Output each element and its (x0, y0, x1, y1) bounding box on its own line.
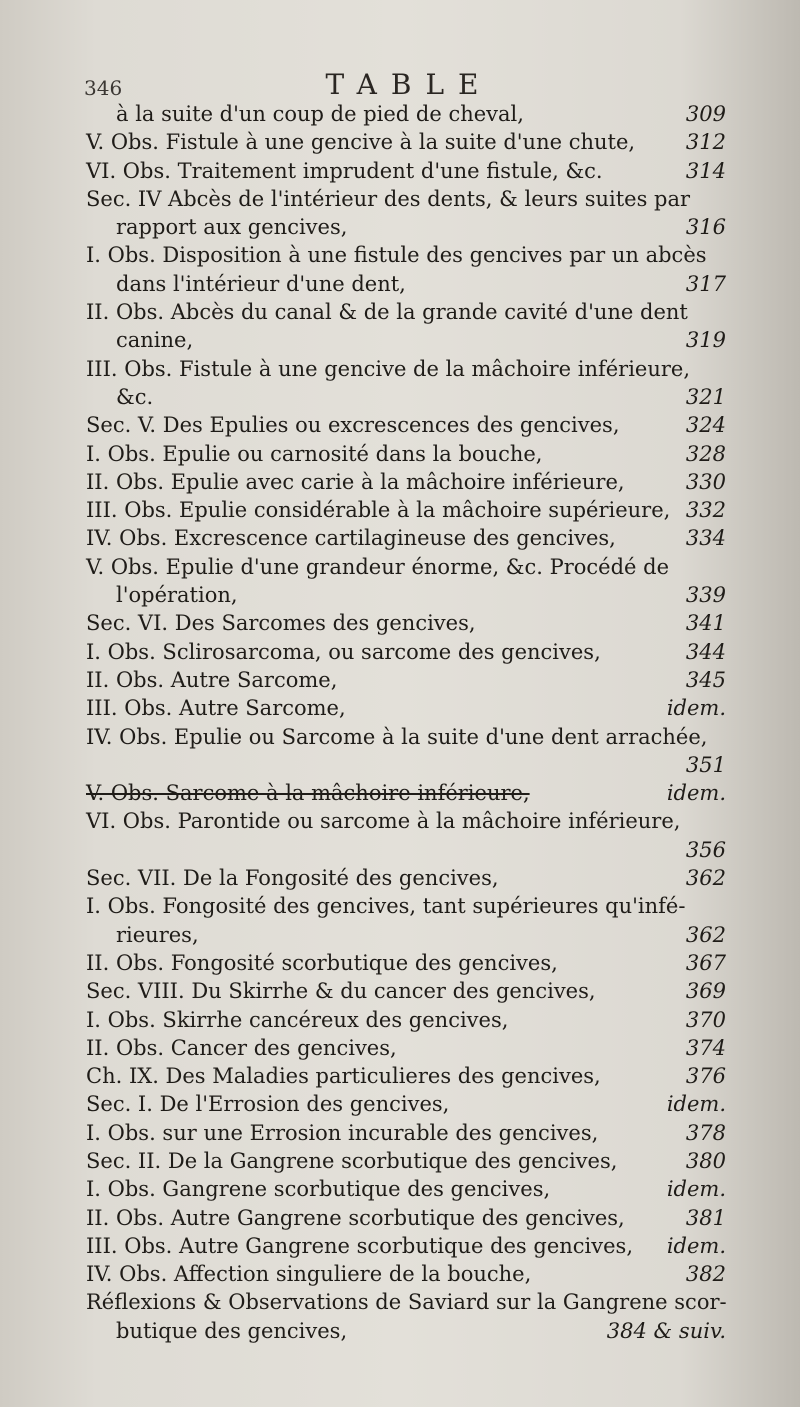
toc-entry (86, 666, 726, 694)
toc-entry-page: 339 (685, 583, 726, 608)
toc-entry-page: 309 (685, 102, 726, 126)
toc-entry-text: dans l'intérieur d'une dent, (116, 271, 406, 296)
toc-entry-page: 356 (685, 837, 726, 862)
toc-entry (86, 298, 726, 326)
toc-entry (86, 977, 726, 1005)
toc-entry-text: III. Obs. Fistule à une gencive de la mâchoire inférieure, (86, 356, 691, 381)
toc-entry-page: 376 (685, 1064, 726, 1089)
toc-entry-page: idem. (666, 1233, 726, 1258)
toc-entry-page: 341 (685, 611, 726, 636)
toc-entry (86, 751, 726, 779)
toc-entry-text: I. Obs. Fongosité des gencives, tant supérieures qu'infé- (86, 894, 686, 919)
toc-entry (86, 496, 726, 524)
table-of-contents (86, 100, 726, 1345)
page-number: 346 (84, 76, 123, 100)
toc-entry-text: à la suite d'un coup de pied de cheval, (116, 102, 524, 126)
toc-entry (86, 1062, 726, 1090)
toc-entry-text: III. Obs. Epulie considérable à la mâchoire supérieure, (86, 498, 671, 523)
page-header (84, 68, 734, 104)
toc-entry-text (86, 836, 93, 864)
toc-entry-text: VI. Obs. Parontide ou sarcome à la mâchoire inférieure, (86, 809, 681, 834)
toc-entry-text: Sec. V. Des Epulies ou excrescences des gencives, (86, 413, 620, 438)
toc-entry-text: IV. Obs. Excrescence cartilagineuse des gencives, (86, 526, 616, 551)
toc-entry (86, 270, 726, 298)
toc-entry-text: III. Obs. Autre Sarcome, (86, 696, 346, 721)
toc-entry-page: 314 (685, 158, 726, 183)
toc-entry (86, 779, 726, 807)
toc-entry (86, 921, 726, 949)
toc-entry-text: I. Obs. Gangrene scorbutique des gencives, (86, 1177, 551, 1202)
toc-entry (86, 100, 726, 128)
toc-entry (86, 1317, 726, 1345)
toc-entry (86, 128, 726, 156)
toc-entry-page: idem. (666, 1092, 726, 1117)
toc-entry-text: I. Obs. Skirrhe cancéreux des gencives, (86, 1007, 509, 1032)
toc-entry-text: V. Obs. Fistule à une gencive à la suite d'une chute, (86, 130, 636, 155)
toc-entry-page: 324 (685, 413, 726, 438)
toc-entry-text: Sec. VII. De la Fongosité des gencives, (86, 866, 499, 891)
toc-entry-text: I. Obs. Disposition à une fistule des gencives par un abcès (86, 243, 707, 268)
toc-entry-page: 378 (685, 1120, 726, 1145)
toc-entry-page: 367 (685, 950, 726, 975)
toc-entry-page: 332 (685, 498, 726, 523)
toc-entry (86, 1119, 726, 1147)
toc-entry (86, 213, 726, 241)
toc-entry (86, 1090, 726, 1118)
toc-entry (86, 440, 726, 468)
toc-entry-page: 328 (685, 441, 726, 466)
toc-entry-text: Sec. I. De l'Errosion des gencives, (86, 1092, 450, 1117)
toc-entry-page: 369 (685, 979, 726, 1004)
toc-entry-text: II. Obs. Autre Gangrene scorbutique des gencives, (86, 1205, 625, 1230)
toc-entry-text: IV. Obs. Epulie ou Sarcome à la suite d'une dent arrachée, (86, 724, 708, 749)
toc-entry (86, 723, 726, 751)
toc-entry-text: IV. Obs. Affection singuliere de la bouche, (86, 1262, 532, 1287)
toc-entry-text: II. Obs. Abcès du canal & de la grande cavité d'une dent (86, 300, 688, 325)
toc-entry-page: 384 & suiv. (606, 1318, 726, 1343)
toc-entry-text: V. Obs. Sarcome à la mâchoire inférieure, (86, 781, 530, 806)
toc-entry-page: 381 (685, 1205, 726, 1230)
toc-entry-page: 330 (685, 469, 726, 494)
toc-entry-page: idem. (666, 781, 726, 806)
toc-entry (86, 694, 726, 722)
toc-entry-page: 370 (685, 1007, 726, 1032)
toc-entry-text: canine, (116, 328, 194, 353)
toc-entry-text: Ch. IX. Des Maladies particulieres des gencives, (86, 1064, 601, 1089)
toc-entry-text: rieures, (116, 922, 199, 947)
toc-entry-page: 321 (685, 384, 726, 409)
toc-entry (86, 326, 726, 354)
toc-entry-page: 380 (685, 1148, 726, 1173)
toc-entry-page: 312 (685, 130, 726, 155)
toc-entry (86, 1175, 726, 1203)
toc-entry-text: II. Obs. Cancer des gencives, (86, 1035, 397, 1060)
toc-entry (86, 892, 726, 920)
toc-entry-page: 374 (685, 1035, 726, 1060)
toc-entry-page: 362 (685, 866, 726, 891)
toc-entry-page: 351 (685, 752, 726, 777)
toc-entry-page: 362 (685, 922, 726, 947)
toc-entry-text: Sec. IV Abcès de l'intérieur des dents, & leurs suites par (86, 186, 691, 211)
toc-entry-page: idem. (666, 696, 726, 721)
toc-entry-text (86, 751, 93, 779)
toc-entry (86, 807, 726, 835)
toc-entry (86, 411, 726, 439)
toc-entry-text: I. Obs. Epulie ou carnosité dans la bouche, (86, 441, 543, 466)
toc-entry (86, 241, 726, 269)
toc-entry-text: II. Obs. Fongosité scorbutique des gencives, (86, 950, 558, 975)
toc-entry-text: &c. (116, 384, 154, 409)
toc-entry-page: 334 (685, 526, 726, 551)
toc-entry (86, 1006, 726, 1034)
toc-entry (86, 468, 726, 496)
toc-entry (86, 949, 726, 977)
toc-entry-page: 319 (685, 328, 726, 353)
toc-entry (86, 185, 726, 213)
toc-entry-page: 345 (685, 667, 726, 692)
toc-entry-page: 382 (685, 1262, 726, 1287)
toc-entry-text: Sec. VIII. Du Skirrhe & du cancer des gencives, (86, 979, 596, 1004)
toc-entry (86, 355, 726, 383)
toc-entry-text: Réflexions & Observations de Saviard sur la Gangrene scor- (86, 1290, 727, 1315)
toc-entry (86, 609, 726, 637)
toc-entry-page: 316 (685, 215, 726, 240)
toc-entry (86, 1204, 726, 1232)
toc-entry (86, 1232, 726, 1260)
toc-entry (86, 1288, 726, 1316)
toc-entry (86, 157, 726, 185)
running-title: TABLE (325, 68, 493, 101)
toc-entry (86, 1260, 726, 1288)
toc-entry-page: 344 (685, 639, 726, 664)
toc-entry-text: butique des gencives, (116, 1318, 348, 1343)
toc-entry-text: II. Obs. Epulie avec carie à la mâchoire inférieure, (86, 469, 625, 494)
toc-entry (86, 524, 726, 552)
toc-entry (86, 864, 726, 892)
toc-entry-text: Sec. VI. Des Sarcomes des gencives, (86, 611, 476, 636)
toc-entry (86, 1034, 726, 1062)
toc-entry-text: VI. Obs. Traitement imprudent d'une fistule, &c. (86, 158, 603, 183)
toc-entry-page: idem. (666, 1177, 726, 1202)
toc-entry-text: rapport aux gencives, (116, 215, 348, 240)
toc-entry-text: I. Obs. sur une Errosion incurable des gencives, (86, 1120, 599, 1145)
toc-entry (86, 836, 726, 864)
toc-entry-text: I. Obs. Sclirosarcoma, ou sarcome des gencives, (86, 639, 601, 664)
toc-entry-text: III. Obs. Autre Gangrene scorbutique des gencives, (86, 1233, 634, 1258)
toc-entry (86, 1147, 726, 1175)
toc-entry (86, 383, 726, 411)
toc-entry (86, 638, 726, 666)
toc-entry-text: l'opération, (116, 583, 238, 608)
toc-entry-text: II. Obs. Autre Sarcome, (86, 667, 338, 692)
toc-entry (86, 553, 726, 581)
toc-entry-page: 317 (685, 271, 726, 296)
toc-entry (86, 581, 726, 609)
toc-entry-text: V. Obs. Epulie d'une grandeur énorme, &c. Procédé de (86, 554, 670, 579)
toc-entry-text: Sec. II. De la Gangrene scorbutique des gencives, (86, 1148, 618, 1173)
